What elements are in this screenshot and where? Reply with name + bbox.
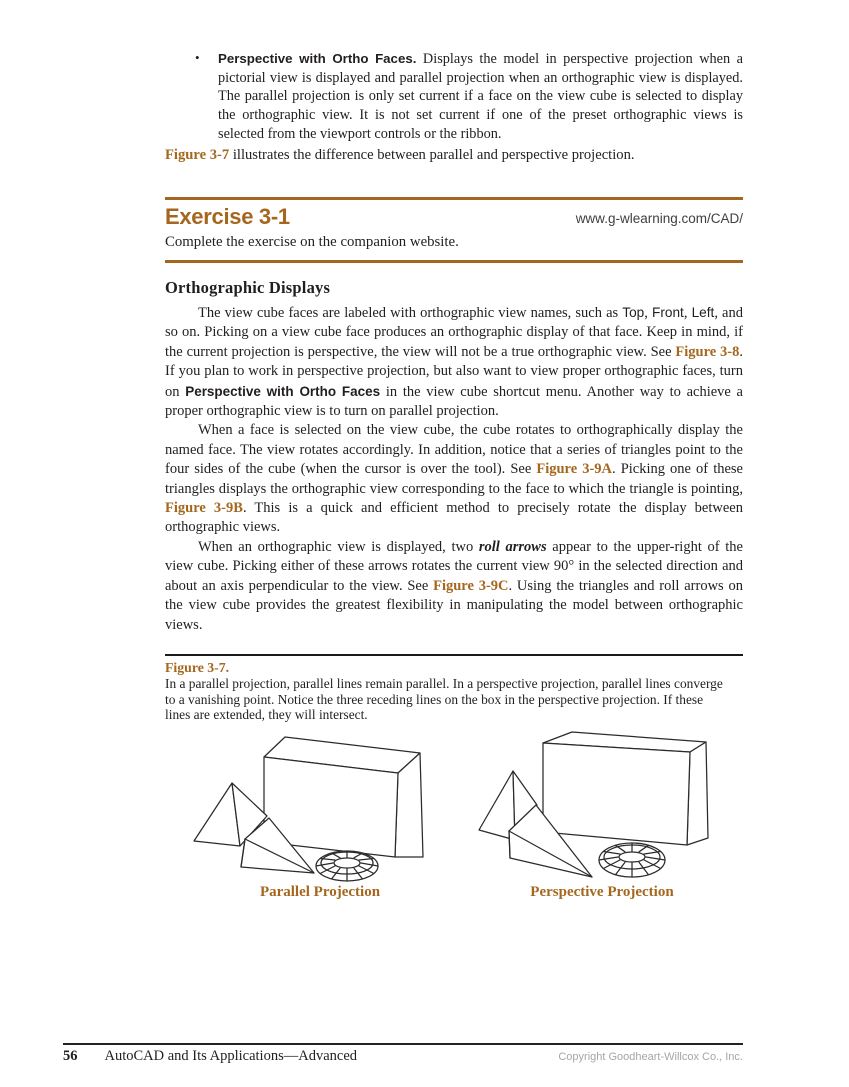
box-shape (264, 737, 423, 857)
section-paragraph: When an orthographic view is displayed, two roll arrows appear to the upper-right of the view cube. Picking either of these arrows rotates the current view 90° in the selected direction and about an axis perpendicular to the view. See Figure 3-9C. Using the triangles and roll arrows on the view cube provides the greatest flexibility in manipulating the model between orthographic views. (165, 538, 743, 633)
exercise-box (165, 197, 743, 263)
box-shape (543, 732, 708, 845)
exercise-instruction: Complete the exercise on the companion website. (165, 234, 459, 250)
figure-3-7-caption-block (165, 654, 743, 723)
bullet-item (165, 50, 743, 144)
page-number: 56 (63, 1048, 78, 1064)
parallel-projection-drawing (172, 725, 482, 897)
bullet-marker: • (195, 50, 200, 65)
perspective-projection-label: Perspective Projection (530, 884, 674, 900)
figure-caption-text: In a parallel projection, parallel lines remain parallel. In a perspective projection, parallel lines converge to a vanishing point. Notice the three receding lines on the box in the perspective projection. If these lines are extended, they will intersect. (165, 676, 723, 723)
book-title: AutoCAD and Its Applications—Advanced (104, 1048, 358, 1064)
torus-shape (316, 851, 378, 881)
exercise-url: www.g-wlearning.com/CAD/ (575, 211, 743, 226)
exercise-title: Exercise 3-1 (165, 204, 290, 229)
page-footer (63, 1043, 743, 1065)
parallel-projection-label: Parallel Projection (259, 884, 381, 900)
section-heading: Orthographic Displays (165, 278, 331, 297)
bullet-text: Perspective with Ortho Faces. Displays the model in perspective projection when a pictorial view is displayed and parallel projection when an orthographic view is displayed. The parallel projection is only set current if a face on the view cube is selected to display the orthographic view. It is not set current if one of the preset orthographic views is selected from the viewport controls or the ribbon. (218, 51, 743, 142)
intro-text-block (165, 50, 743, 165)
figure-lead-paragraph: Figure 3-7 illustrates the difference between parallel and perspective projection. (165, 146, 635, 163)
copyright-notice: Copyright Goodheart-Willcox Co., Inc. (558, 1051, 743, 1063)
orthographic-displays-section (165, 272, 743, 635)
section-paragraph: The view cube faces are labeled with orthographic view names, such as Top, Front, Left, and so on. Picking on a view cube face produces an orthographic display of that face. Keep in mind, if the current projection is perspective, the view will not be a true orthographic view. See Figure 3-8. If you plan to work in perspective projection, but also want to view proper orthographic faces, turn on Perspective with Ortho Faces in the view cube shortcut menu. Another way to achieve a proper orthographic view is to turn on parallel projection. (165, 305, 744, 420)
figure-label: Figure 3-7. (165, 660, 230, 675)
perspective-projection-drawing (452, 725, 762, 897)
section-paragraph: When a face is selected on the view cube, the cube rotates to orthographically display the named face. The view rotates accordingly. In addition, notice that a series of triangles point to the four sides of the cube (when the cursor is over the tool). See Figure 3-9A. Picking one of these triangles displays the orthographic view corresponding to the face to which the triangle is pointing, Figure 3-9B. This is a quick and efficient method to precisely rotate the display between orthographic views. (165, 422, 743, 536)
torus-shape (599, 843, 665, 877)
